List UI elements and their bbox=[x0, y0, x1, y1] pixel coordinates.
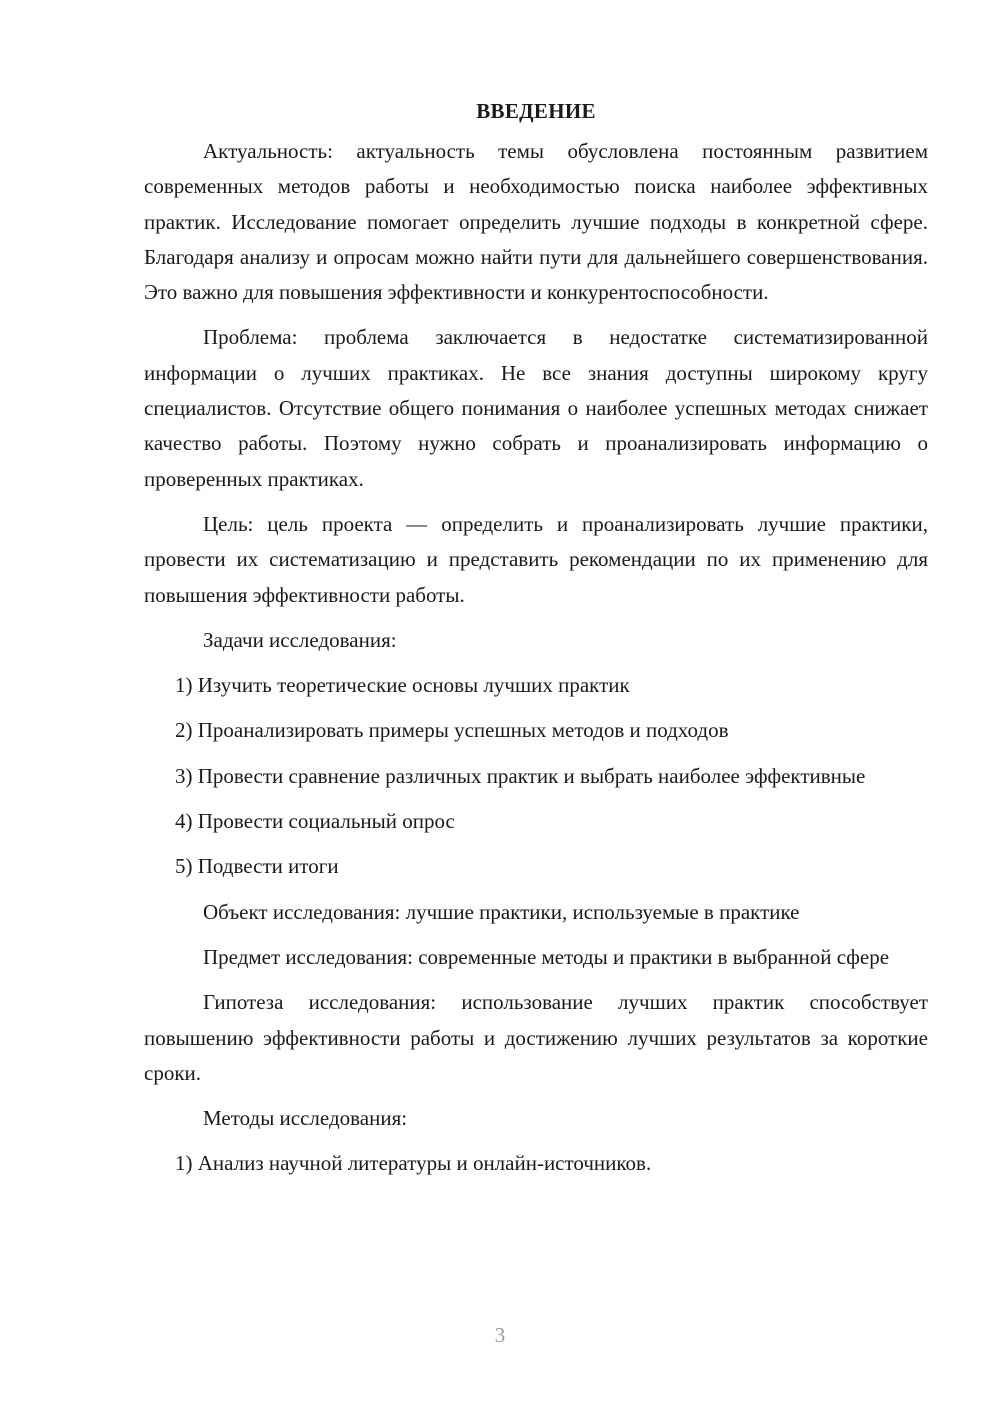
method-item: 1) Анализ научной литературы и онлайн-источников. bbox=[175, 1151, 652, 1176]
methods-title: Методы исследования: bbox=[203, 1106, 408, 1131]
tasks-title: Задачи исследования: bbox=[203, 627, 397, 652]
task-item: 3) Провести сравнение различных практик и выбрать наиболее эффективные bbox=[175, 763, 866, 788]
task-item: 2) Проанализировать примеры успешных методов и подходов bbox=[175, 718, 729, 743]
relevance-paragraph: Актуальность: актуальность темы обусловлена постоянным развитием современных методов работы и необходимостью поиска наиболее эффективных практик. Исследование помогает определить лучшие подходы в конкретной сфере. Благодаря анализу и опросам можно найти пути для дальнейшего совершенствования. Это важно для повышения эффективности и конкурентоспособности. bbox=[144, 139, 928, 305]
subject-paragraph: Предмет исследования: современные методы и практики в выбранной сфере bbox=[203, 944, 890, 969]
object-paragraph: Объект исследования: лучшие практики, используемые в практике bbox=[203, 899, 800, 924]
page-number: 3 bbox=[494, 1323, 506, 1347]
task-item: 4) Провести социальный опрос bbox=[175, 809, 455, 834]
document-page bbox=[144, 94, 928, 1192]
section-heading: ВВЕДЕНИЕ bbox=[476, 99, 596, 123]
task-item: 1) Изучить теоретические основы лучших практик bbox=[175, 673, 630, 698]
hypothesis-paragraph: Гипотеза исследования: использование лучших практик способствует повышению эффективности работы и достижению лучших результатов за короткие сроки. bbox=[144, 990, 928, 1085]
problem-paragraph: Проблема: проблема заключается в недостатке систематизированной информации о лучших практиках. Не все знания доступны широкому кругу специалистов. Отсутствие общего понимания о наиболее успешных методах снижает качество работы. Поэтому нужно собрать и проанализировать информацию о проверенных практиках. bbox=[144, 325, 928, 491]
task-item: 5) Подвести итоги bbox=[175, 854, 339, 879]
goal-paragraph: Цель: цель проекта — определить и проанализировать лучшие практики, провести их систематизацию и представить рекомендации по их применению для повышения эффективности работы. bbox=[144, 511, 928, 607]
